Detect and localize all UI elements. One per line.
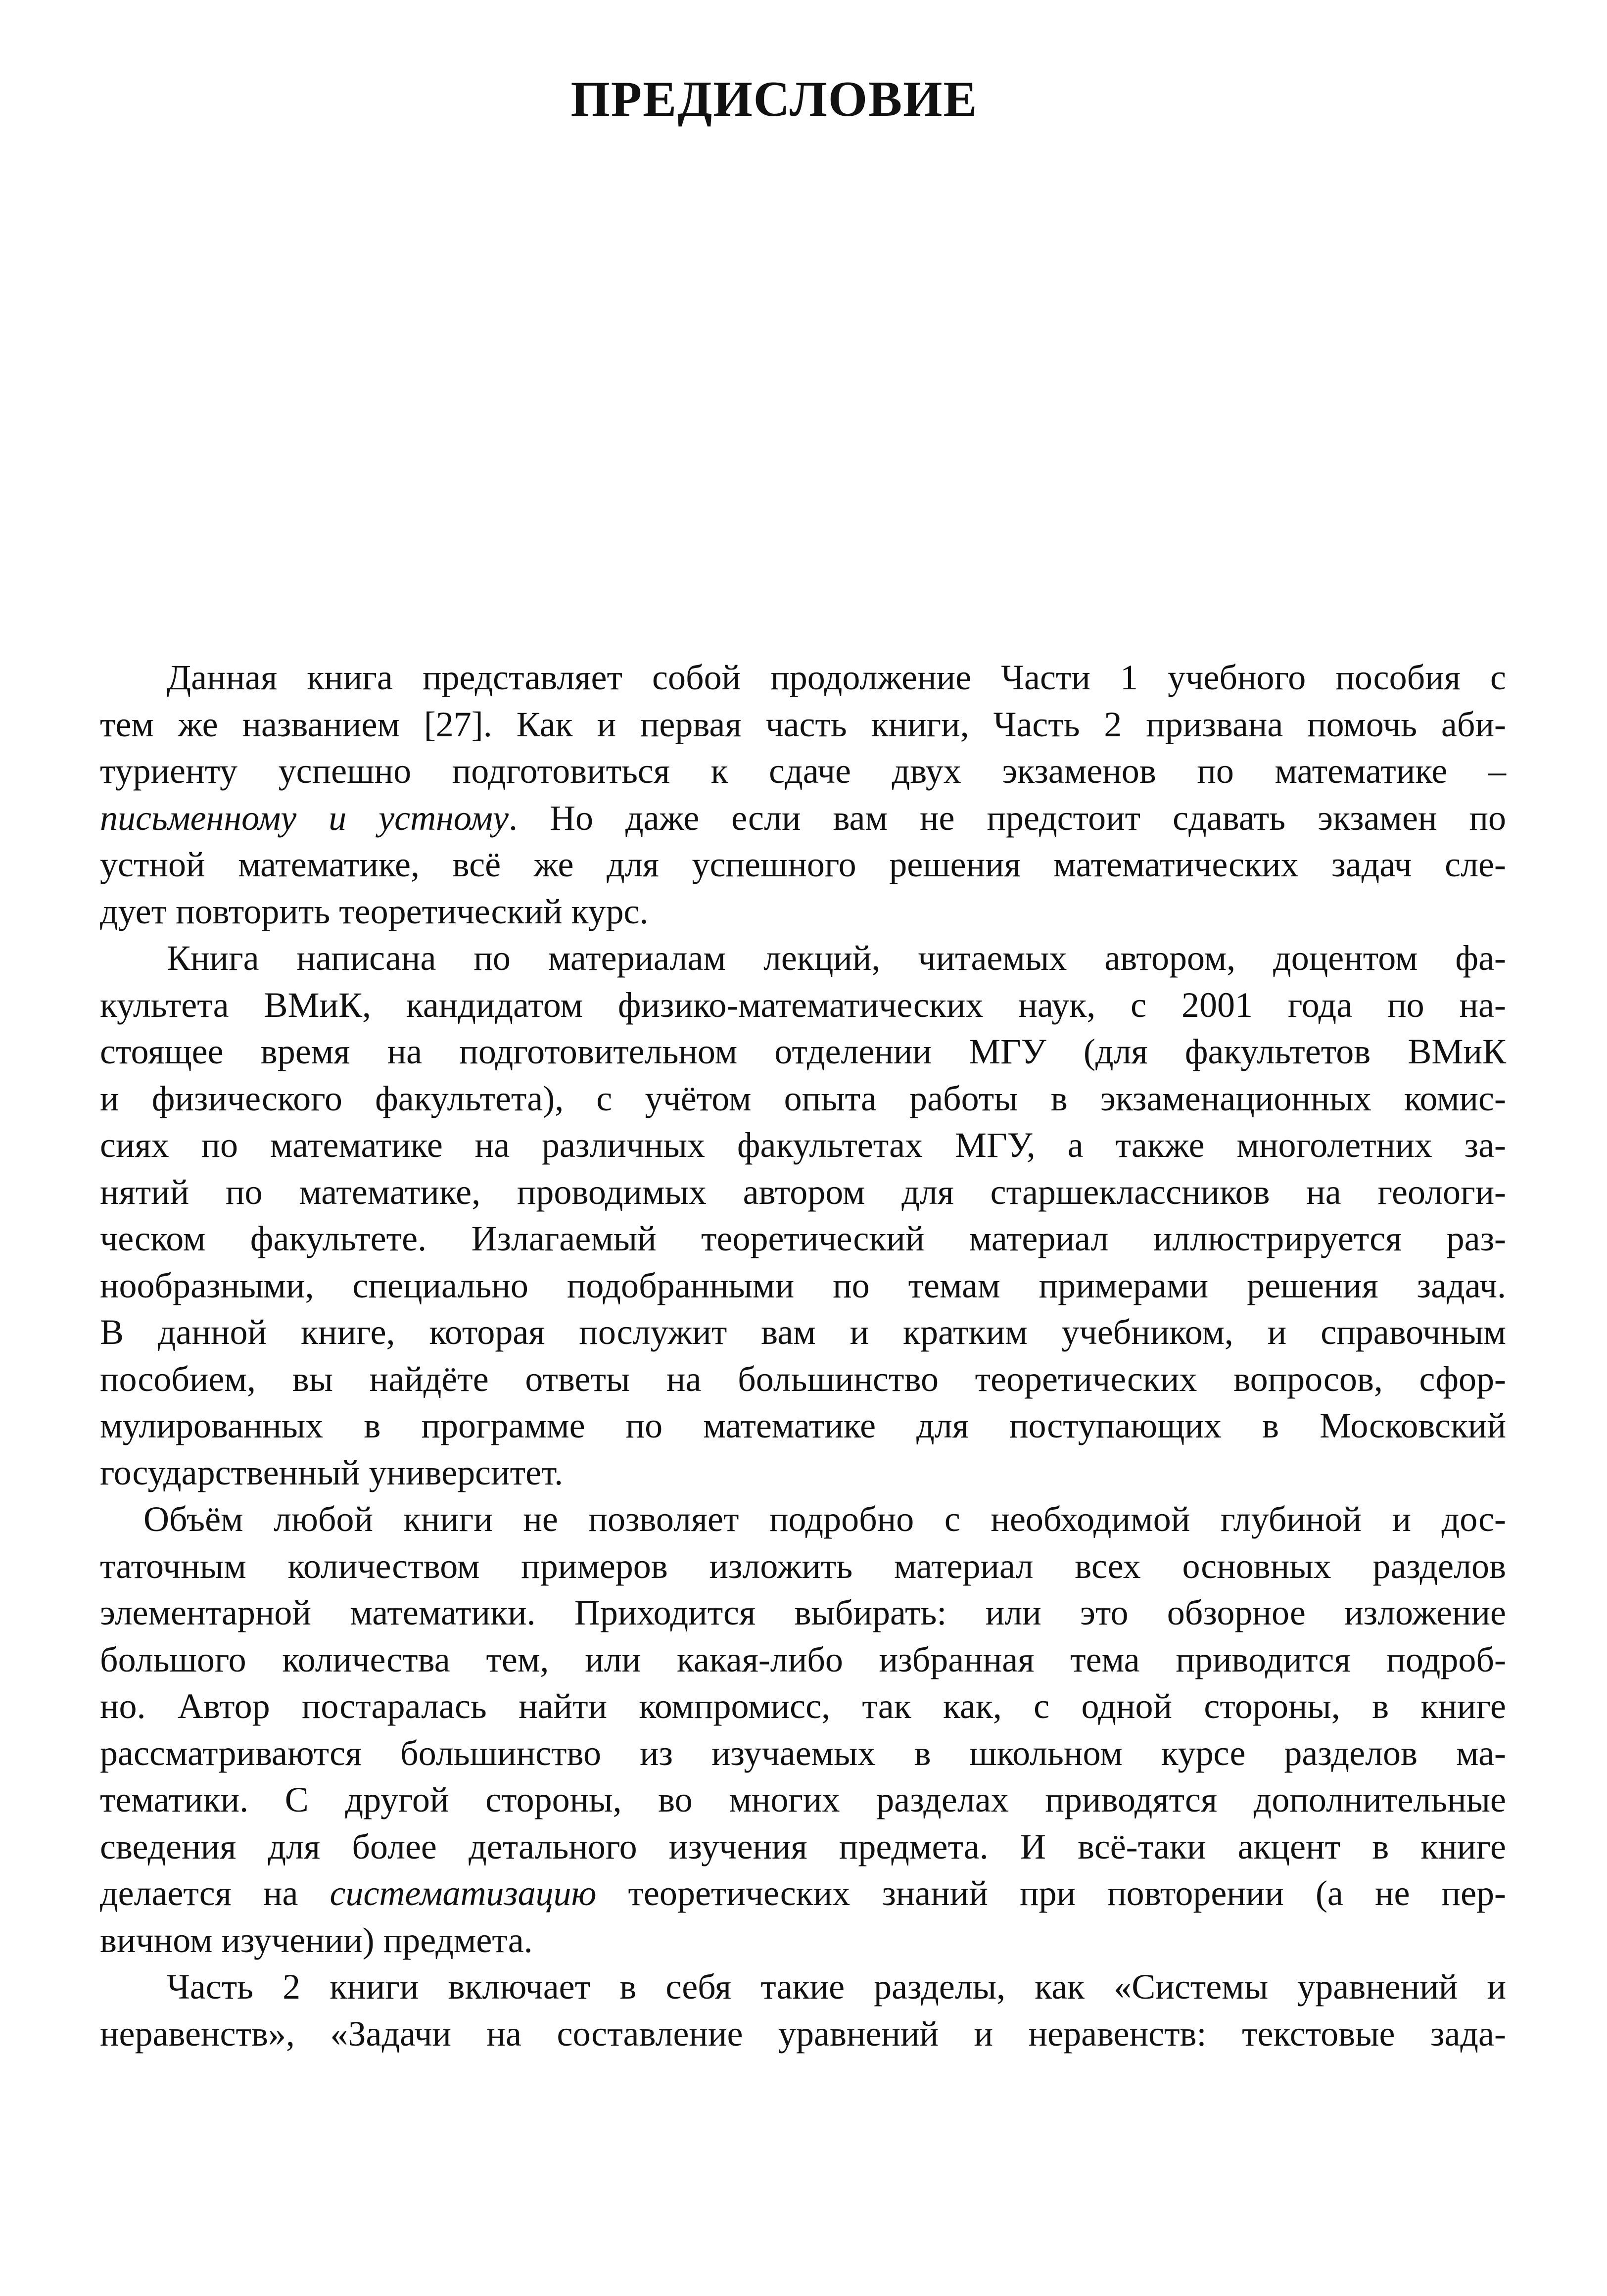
text-line: элементарной математики. Приходится выбирать: или это обзорное изложение — [100, 1593, 1506, 1632]
italic-phrase: письменному и устному — [100, 798, 509, 838]
text-line: и физического факультета), с учётом опыта работы в экзаменационных комис- — [100, 1078, 1506, 1118]
text-line: дует повторить теоретический курс. — [100, 891, 649, 931]
text-line: государственный университет. — [100, 1452, 564, 1492]
text-line: сведения для более детального изучения предмета. И всё-таки акцент в книге — [100, 1826, 1506, 1866]
text-line: стоящее время на подготовительном отделении МГУ (для факультетов ВМиК — [100, 1032, 1506, 1071]
text-line: делается на систематизацию теоретических знаний при повторении (а не пер- — [100, 1873, 1506, 1913]
text-line: Книга написана по материалам лекций, читаемых автором, доцентом фа- — [167, 938, 1506, 978]
text-line: неравенств», «Задачи на составление уравнений и неравенств: текстовые зада- — [100, 2013, 1506, 2054]
text-line: ческом факультете. Излагаемый теоретический материал иллюстрируется раз- — [100, 1219, 1506, 1258]
text-line: нятий по математике, проводимых автором для старшеклассников на геологи- — [100, 1172, 1506, 1212]
text-line: письменному и устному. Но даже если вам не предстоит сдавать экзамен по — [100, 798, 1506, 838]
page-title: ПРЕДИСЛОВИЕ — [570, 71, 978, 127]
preface-body — [100, 654, 1506, 2057]
text-line: но. Автор постаралась найти компромисс, так как, с одной стороны, в книге — [100, 1686, 1506, 1726]
text-line: туриенту успешно подготовиться к сдаче двух экзаменов по математике – — [100, 751, 1506, 791]
paragraph — [100, 654, 1506, 935]
text-line: таточным количеством примеров изложить материал всех основных разделов — [100, 1546, 1506, 1586]
text-line: тем же названием [27]. Как и первая часть книги, Часть 2 призвана помочь аби- — [100, 704, 1506, 744]
text-line: нообразными, специально подобранными по темам примерами решения задач. — [100, 1265, 1506, 1305]
italic-phrase: систематизацию — [330, 1873, 597, 1913]
text-line: большого количества тем, или какая-либо избранная тема приводится подроб- — [100, 1639, 1506, 1679]
text-line: тематики. С другой стороны, во многих разделах приводятся дополнительные — [100, 1780, 1506, 1819]
paragraph — [100, 1496, 1506, 1963]
text-line: культета ВМиК, кандидатом физико-математических наук, с 2001 года по на- — [100, 985, 1506, 1025]
text-line: вичном изучении) предмета. — [100, 1920, 533, 1960]
text-line: В данной книге, которая послужит вам и кратким учебником, и справочным — [100, 1312, 1506, 1352]
text-line: Объём любой книги не позволяет подробно с необходимой глубиной и дос- — [143, 1499, 1506, 1539]
text-line: Данная книга представляет собой продолжение Части 1 учебного пособия с — [167, 658, 1506, 697]
paragraph — [100, 1963, 1506, 2057]
text-line: пособием, вы найдёте ответы на большинство теоретических вопросов, сфор- — [100, 1359, 1506, 1399]
text-line: устной математике, всё же для успешного решения математических задач сле- — [100, 845, 1506, 884]
text-line: рассматриваются большинство из изучаемых в школьном курсе разделов ма- — [100, 1733, 1506, 1773]
text-line: Часть 2 книги включает в себя такие разделы, как «Системы уравнений и — [167, 1967, 1506, 2007]
text-line: сиях по математике на различных факультетах МГУ, а также многолетних за- — [100, 1125, 1506, 1165]
text-line: мулированных в программе по математике для поступающих в Московский — [100, 1406, 1506, 1445]
paragraph — [100, 935, 1506, 1496]
